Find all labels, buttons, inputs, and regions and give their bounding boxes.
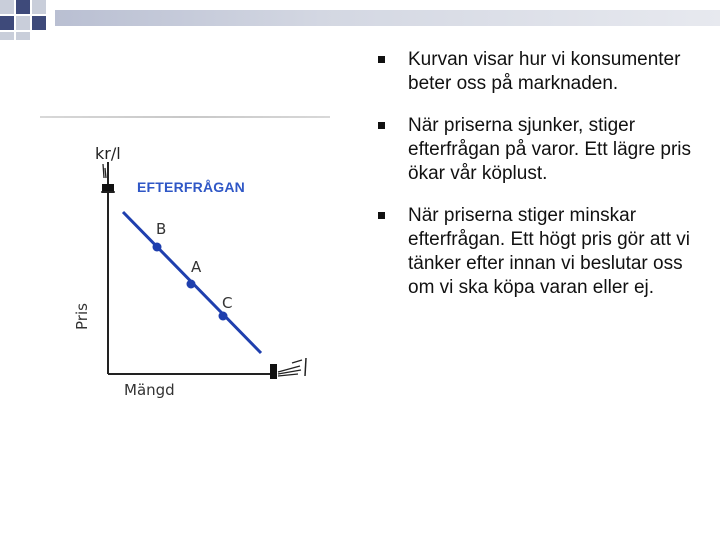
decor-square — [16, 0, 30, 14]
decor-square — [0, 0, 14, 14]
point-c-marker — [219, 312, 228, 321]
bullet-item — [378, 204, 708, 300]
point-a-label: A — [191, 258, 202, 276]
bullet-text: Kurvan visar hur vi konsumenter beter oss på marknaden. — [408, 49, 681, 94]
bullet-text: När priserna stiger minskar efterfrågan. Ett högt pris gör att vi tänker efter innan vi beslutar oss om vi ska köpa varan eller ej. — [408, 205, 690, 298]
y-axis-label: Pris — [73, 303, 91, 330]
decor-square — [0, 16, 14, 30]
decor-square — [32, 16, 46, 30]
bullet-square-icon — [378, 122, 385, 129]
bullet-item — [378, 114, 708, 186]
bullet-text: När priserna sjunker, stiger efterfrågan på varor. Ett lägre pris ökar vår köplust. — [408, 115, 692, 184]
curve-title: EFTERFRÅGAN — [137, 179, 245, 195]
pointer-icon-x — [270, 360, 302, 379]
point-c-label: C — [222, 294, 233, 312]
decor-square — [0, 32, 14, 40]
point-a-marker — [187, 280, 196, 289]
divider-line — [40, 116, 330, 118]
header-band — [55, 10, 720, 26]
bullet-list — [378, 48, 708, 318]
demand-diagram — [75, 140, 335, 410]
point-b-marker — [153, 243, 162, 252]
decor-square — [16, 16, 30, 30]
y-unit-label: kr/l — [95, 144, 121, 163]
decor-square — [32, 0, 46, 14]
bullet-item — [378, 48, 708, 96]
bullet-square-icon — [378, 212, 385, 219]
decor-square — [16, 32, 30, 40]
x-axis-label: Mängd — [124, 381, 175, 399]
header-decoration — [0, 0, 720, 40]
point-b-label: B — [156, 220, 167, 238]
bullet-square-icon — [378, 56, 385, 63]
